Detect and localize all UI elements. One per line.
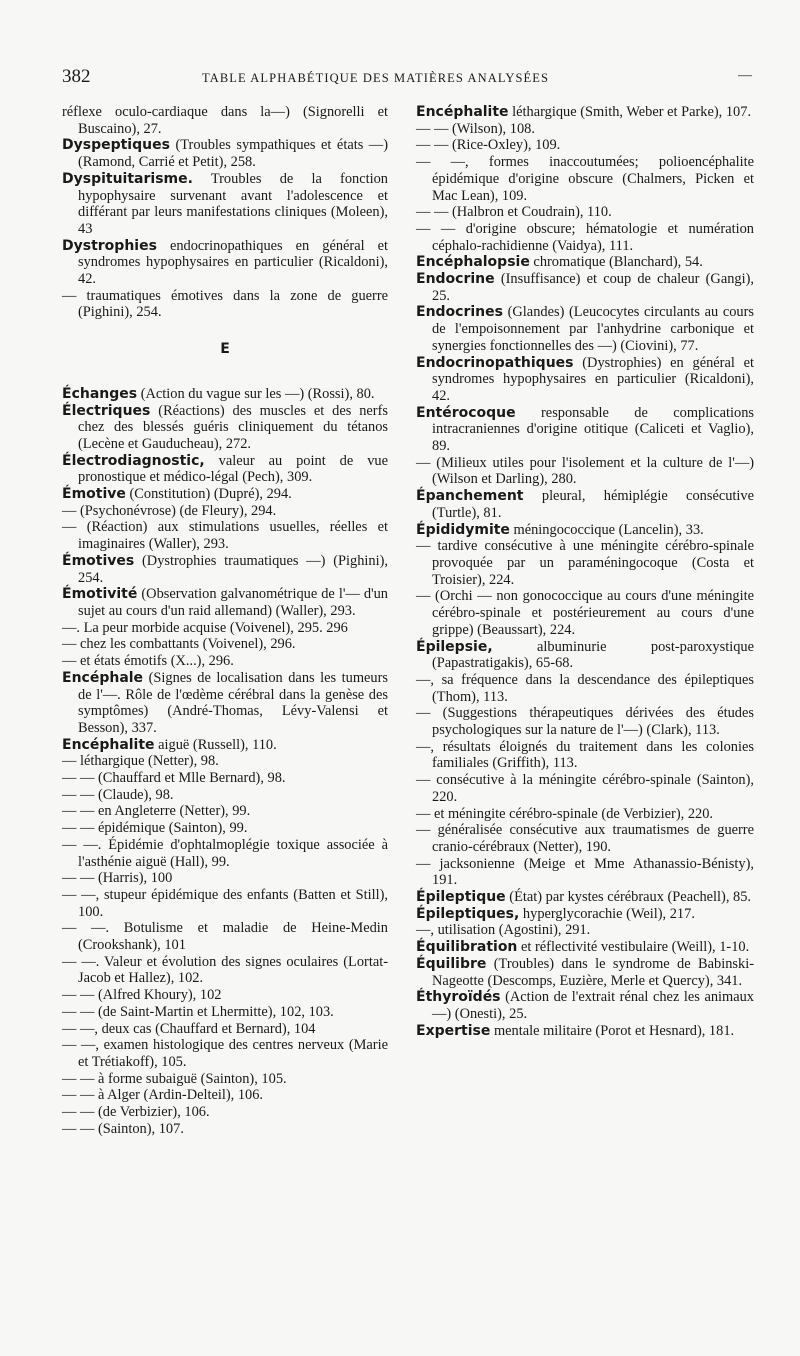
index-entry	[62, 104, 388, 137]
entry-headword: Émotivité	[62, 586, 138, 603]
index-entry	[62, 636, 388, 653]
index-entry	[62, 870, 388, 887]
entry-text: (Troubles) dans le syndrome de Babinski-Nageotte (Descomps, Euzière, Merle et Quercy), 341.	[432, 955, 754, 989]
entry-headword: Équilibre	[416, 955, 487, 972]
entry-text: — — à Alger (Ardin-Delteil), 106.	[62, 1087, 264, 1104]
index-entry	[416, 906, 754, 923]
entry-text: — — épidémique (Sainton), 99.	[62, 820, 248, 837]
index-entry	[62, 737, 388, 754]
entry-headword: Éthyroïdés	[416, 989, 501, 1006]
index-entry	[416, 522, 754, 539]
entry-text: (Action de l'extrait rénal chez les animaux —) (Onesti), 25.	[432, 989, 754, 1022]
entry-headword: Épileptiques,	[416, 905, 520, 922]
left-entries-after	[62, 386, 388, 1138]
entry-headword: Endocrinopathiques	[416, 354, 574, 371]
index-entry	[62, 1004, 388, 1021]
index-entry	[416, 739, 754, 772]
index-entry	[62, 1021, 388, 1038]
entry-headword: Entérocoque	[416, 404, 516, 421]
index-entry	[62, 486, 388, 503]
entry-text: — consécutive à la méningite cérébro-spinale (Sainton), 220.	[416, 772, 754, 805]
right-entries	[416, 104, 754, 1039]
entry-text: — —, formes inaccoutumées; polioencéphalite épidémique d'origine obscure (Chalmers, Picken et Mac Lean), 109.	[416, 154, 754, 204]
entry-text: (Insuffisance) et coup de chaleur (Gangi), 25.	[432, 271, 754, 304]
entry-text: — — (de Verbizier), 106.	[62, 1104, 210, 1121]
index-entry	[62, 987, 388, 1004]
entry-headword: Dyspeptiques	[62, 137, 170, 154]
entry-headword: Endocrine	[416, 271, 495, 288]
entry-text: — tardive consécutive à une méningite cérébro-spinale provoquée par un paraméningocoque (Costa et Troisier), 224.	[416, 538, 754, 588]
index-entry	[62, 519, 388, 552]
entry-headword: Dyspituitarisme.	[62, 170, 193, 187]
entry-text: mentale militaire (Porot et Hesnard), 181.	[490, 1022, 735, 1039]
index-entry	[62, 770, 388, 787]
entry-text: — et états émotifs (X...), 296.	[62, 653, 234, 670]
entry-text: — —, examen histologique des centres nerveux (Marie et Trétiakoff), 105.	[62, 1037, 388, 1070]
entry-headword: Épilepsie,	[416, 638, 493, 655]
entry-headword: Endocrines	[416, 304, 503, 321]
index-entry	[416, 154, 754, 204]
index-entry	[62, 887, 388, 920]
index-entry	[62, 1121, 388, 1138]
page-number: 382	[62, 66, 91, 87]
entry-text: — (Réaction) aux stimulations usuelles, réelles et imaginaires (Waller), 293.	[62, 519, 388, 553]
index-entry	[62, 1104, 388, 1121]
entry-headword: Épanchement	[416, 488, 524, 505]
index-entry	[416, 939, 754, 956]
entry-headword: Émotive	[62, 486, 126, 503]
entry-text: — — (Claude), 98.	[62, 786, 174, 803]
index-entry	[416, 922, 754, 939]
index-entry	[62, 787, 388, 804]
index-entry	[62, 1037, 388, 1070]
entry-text: — (Psychonévrose) (de Fleury), 294.	[62, 502, 277, 519]
index-entry	[416, 989, 754, 1022]
entry-text: — — (Chauffard et Mlle Bernard), 98.	[62, 770, 286, 787]
index-entry	[416, 889, 754, 906]
entry-text: endocrinopathiques en général et syndromes hypophysaires en particulier (Ricaldoni), 42.	[78, 237, 388, 288]
entry-text: (Action du vague sur les —) (Rossi), 80.	[137, 385, 375, 402]
index-entry	[62, 620, 388, 637]
entry-text: (Réactions) des muscles et des nerfs chez des blessés guéris cliniquement du tétanos (Lecène et Gauducheau), 272.	[78, 402, 388, 452]
index-entry	[62, 586, 388, 619]
entry-text: (Dystrophies traumatiques —) (Pighini), 254.	[78, 552, 388, 586]
index-entry	[62, 553, 388, 586]
index-entry	[62, 670, 388, 737]
index-entry	[62, 137, 388, 170]
index-entry	[416, 304, 754, 354]
entry-text: valeur au point de vue pronostique et médico-légal (Pech), 309.	[78, 452, 388, 486]
index-entry	[416, 856, 754, 889]
entry-text: — (Suggestions thérapeutiques dérivées des études psychologiques sur la nature de l'—) (Clark), 113.	[416, 705, 754, 739]
entry-text: — — (Halbron et Coudrain), 110.	[416, 204, 612, 221]
index-entry	[416, 956, 754, 989]
entry-headword: Encéphalite	[416, 104, 509, 120]
entry-text: aiguë (Russell), 110.	[154, 736, 277, 753]
entry-headword: Encéphale	[62, 669, 144, 686]
index-entry	[62, 653, 388, 670]
index-entry	[416, 806, 754, 823]
entry-text: — chez les combattants (Voivenel), 296.	[62, 636, 296, 653]
index-entry	[416, 405, 754, 455]
entry-headword: Échanges	[62, 385, 138, 402]
entry-text: — — (Wilson), 108.	[416, 120, 535, 137]
index-entry	[62, 238, 388, 288]
entry-headword: Épileptique	[416, 889, 506, 906]
entry-text: et réflectivité vestibulaire (Weill), 1-10.	[517, 939, 750, 956]
entry-text: Troubles de la fonction hypophysaire survenant avant l'adolescence et différant par leurs manifestations cliniques (Moleen), 43	[78, 170, 388, 237]
index-entry	[62, 954, 388, 987]
entry-headword: Émotives	[62, 552, 135, 569]
index-entry	[416, 204, 754, 221]
index-entry	[62, 386, 388, 403]
entry-text: —, sa fréquence dans la descendance des épileptiques (Thom), 113.	[416, 671, 754, 705]
entry-text: — léthargique (Netter), 98.	[62, 753, 219, 770]
entry-text: — généralisée consécutive aux traumatismes de guerre cranio-cérébraux (Netter), 190.	[416, 822, 754, 855]
index-entry	[62, 1087, 388, 1104]
index-entry	[416, 271, 754, 304]
entry-text: — — (Alfred Khoury), 102	[62, 987, 222, 1004]
section-letter: E	[220, 341, 230, 358]
entry-text: léthargique (Smith, Weber et Parke), 107.	[508, 104, 752, 120]
index-entry	[416, 221, 754, 254]
index-entry	[416, 538, 754, 588]
entry-text: — — à forme subaiguë (Sainton), 105.	[62, 1070, 287, 1087]
entry-text: — jacksonienne (Meige et Mme Athanassio-Bénisty), 191.	[416, 855, 754, 889]
index-entry	[416, 705, 754, 738]
entry-headword: Expertise	[416, 1022, 491, 1039]
entry-text: chromatique (Blanchard), 54.	[529, 254, 703, 271]
header-dash: —	[738, 68, 752, 83]
entry-headword: Électriques	[62, 402, 151, 419]
index-entry	[62, 503, 388, 520]
entry-text: —, utilisation (Agostini), 291.	[416, 922, 591, 939]
index-entry	[416, 455, 754, 488]
entry-text: —, résultats éloignés du traitement dans les colonies familiales (Griffith), 113.	[416, 738, 754, 772]
entry-text: (Glandes) (Leucocytes circulants au cours de l'empoisonnement par l'anhydrine carbonique et synergies fonctionnelles des —) (Ciovini), 77.	[432, 304, 754, 354]
index-entry	[62, 837, 388, 870]
entry-text: — — (Rice-Oxley), 109.	[416, 137, 561, 154]
index-entry	[62, 453, 388, 486]
entry-text: (Dystrophies) en général et syndromes hypophysaires en particulier (Ricaldoni), 42.	[432, 354, 754, 404]
running-title: TABLE ALPHABÉTIQUE DES MATIÈRES ANALYSÉES	[202, 71, 550, 85]
entry-text: (État) par kystes cérébraux (Peachell), 85.	[505, 889, 752, 906]
entry-text: — — en Angleterre (Netter), 99.	[62, 803, 251, 820]
entry-headword: Encéphalite	[62, 736, 155, 753]
left-entries-before	[62, 104, 388, 321]
index-entry	[416, 488, 754, 521]
index-entry	[62, 820, 388, 837]
entry-text: — —. Botulisme et maladie de Heine-Medin (Crookshank), 101	[62, 920, 388, 954]
index-entry	[416, 639, 754, 672]
index-entry	[416, 772, 754, 805]
index-entry	[416, 588, 754, 638]
left-column	[62, 104, 388, 1137]
entry-text: — —. Valeur et évolution des signes oculaires (Lortat-Jacob et Hallez), 102.	[62, 953, 388, 987]
entry-text: — (Orchi — non gonococcique au cours d'une méningite cérébro-spinale et postérieurement au cours d'une grippe) (Beaussart), 224.	[416, 588, 754, 638]
entry-text: — —, stupeur épidémique des enfants (Batten et Still), 100.	[62, 886, 388, 920]
index-entry	[416, 104, 754, 121]
index-entry	[416, 1023, 754, 1040]
index-entry	[62, 803, 388, 820]
index-entry	[416, 121, 754, 138]
entry-headword: Équilibration	[416, 939, 518, 956]
page-header	[62, 66, 760, 90]
entry-text: (Signes de localisation dans les tumeurs de l'—. Rôle de l'œdème cérébral dans la genèse des symptômes) (André-Thomas, Lévy-Valensi et Besson), 337.	[78, 669, 388, 736]
entry-text: — et méningite cérébro-spinale (de Verbizier), 220.	[416, 805, 714, 822]
index-entry	[62, 288, 388, 321]
entry-text: — traumatiques émotives dans la zone de guerre (Pighini), 254.	[62, 287, 388, 321]
right-column	[416, 104, 754, 1039]
entry-text: (Troubles sympathiques et états —) (Ramond, Carrié et Petit), 258.	[78, 137, 388, 171]
index-entry	[62, 403, 388, 453]
entry-text: (Observation galvanométrique de l'— d'un sujet au cours d'un raid allemand) (Waller), 293.	[78, 586, 388, 619]
entry-text: — — (Harris), 100	[62, 870, 173, 887]
entry-text: méningococcique (Lancelin), 33.	[509, 521, 704, 538]
entry-text: — — (Sainton), 107.	[62, 1120, 184, 1137]
entry-text: responsable de complications intracraniennes d'origine otitique (Caliceti et Vaglio), 89.	[432, 404, 754, 455]
entry-headword: Dystrophies	[62, 237, 157, 254]
index-entry	[416, 672, 754, 705]
entry-text: — — (de Saint-Martin et Lhermitte), 102, 103.	[62, 1003, 334, 1020]
entry-text: —. La peur morbide acquise (Voivenel), 295. 296	[62, 619, 348, 636]
entry-text: hyperglycorachie (Weil), 217.	[519, 905, 695, 922]
entry-headword: Encéphalopsie	[416, 254, 530, 271]
index-entry	[416, 137, 754, 154]
entry-text: — (Milieux utiles pour l'isolement et la culture de l'—) (Wilson et Darling), 280.	[416, 454, 754, 488]
entry-text: (Constitution) (Dupré), 294.	[125, 486, 292, 503]
index-entry	[416, 355, 754, 405]
index-entry	[416, 254, 754, 271]
entry-text: pleural, hémiplégie consécutive (Turtle), 81.	[432, 488, 754, 521]
entry-headword: Épididymite	[416, 521, 510, 538]
index-entry	[416, 822, 754, 855]
index-entry	[62, 1071, 388, 1088]
index-entry	[62, 920, 388, 953]
entry-text: — —, deux cas (Chauffard et Bernard), 104	[62, 1020, 316, 1037]
entry-text: albuminurie post-paroxystique (Papastratigakis), 65-68.	[432, 638, 754, 672]
entry-text: — —. Épidémie d'ophtalmoplégie toxique associée à l'asthénie aiguë (Hall), 99.	[62, 836, 388, 870]
entry-text: réflexe oculo-cardiaque dans la—) (Signorelli et Buscaino), 27.	[62, 104, 388, 137]
entry-text: — — d'origine obscure; hématologie et numération céphalo-rachidienne (Vaidya), 111.	[416, 220, 754, 254]
index-entry	[62, 753, 388, 770]
entry-headword: Électrodiagnostic,	[62, 452, 205, 469]
index-entry	[62, 171, 388, 238]
